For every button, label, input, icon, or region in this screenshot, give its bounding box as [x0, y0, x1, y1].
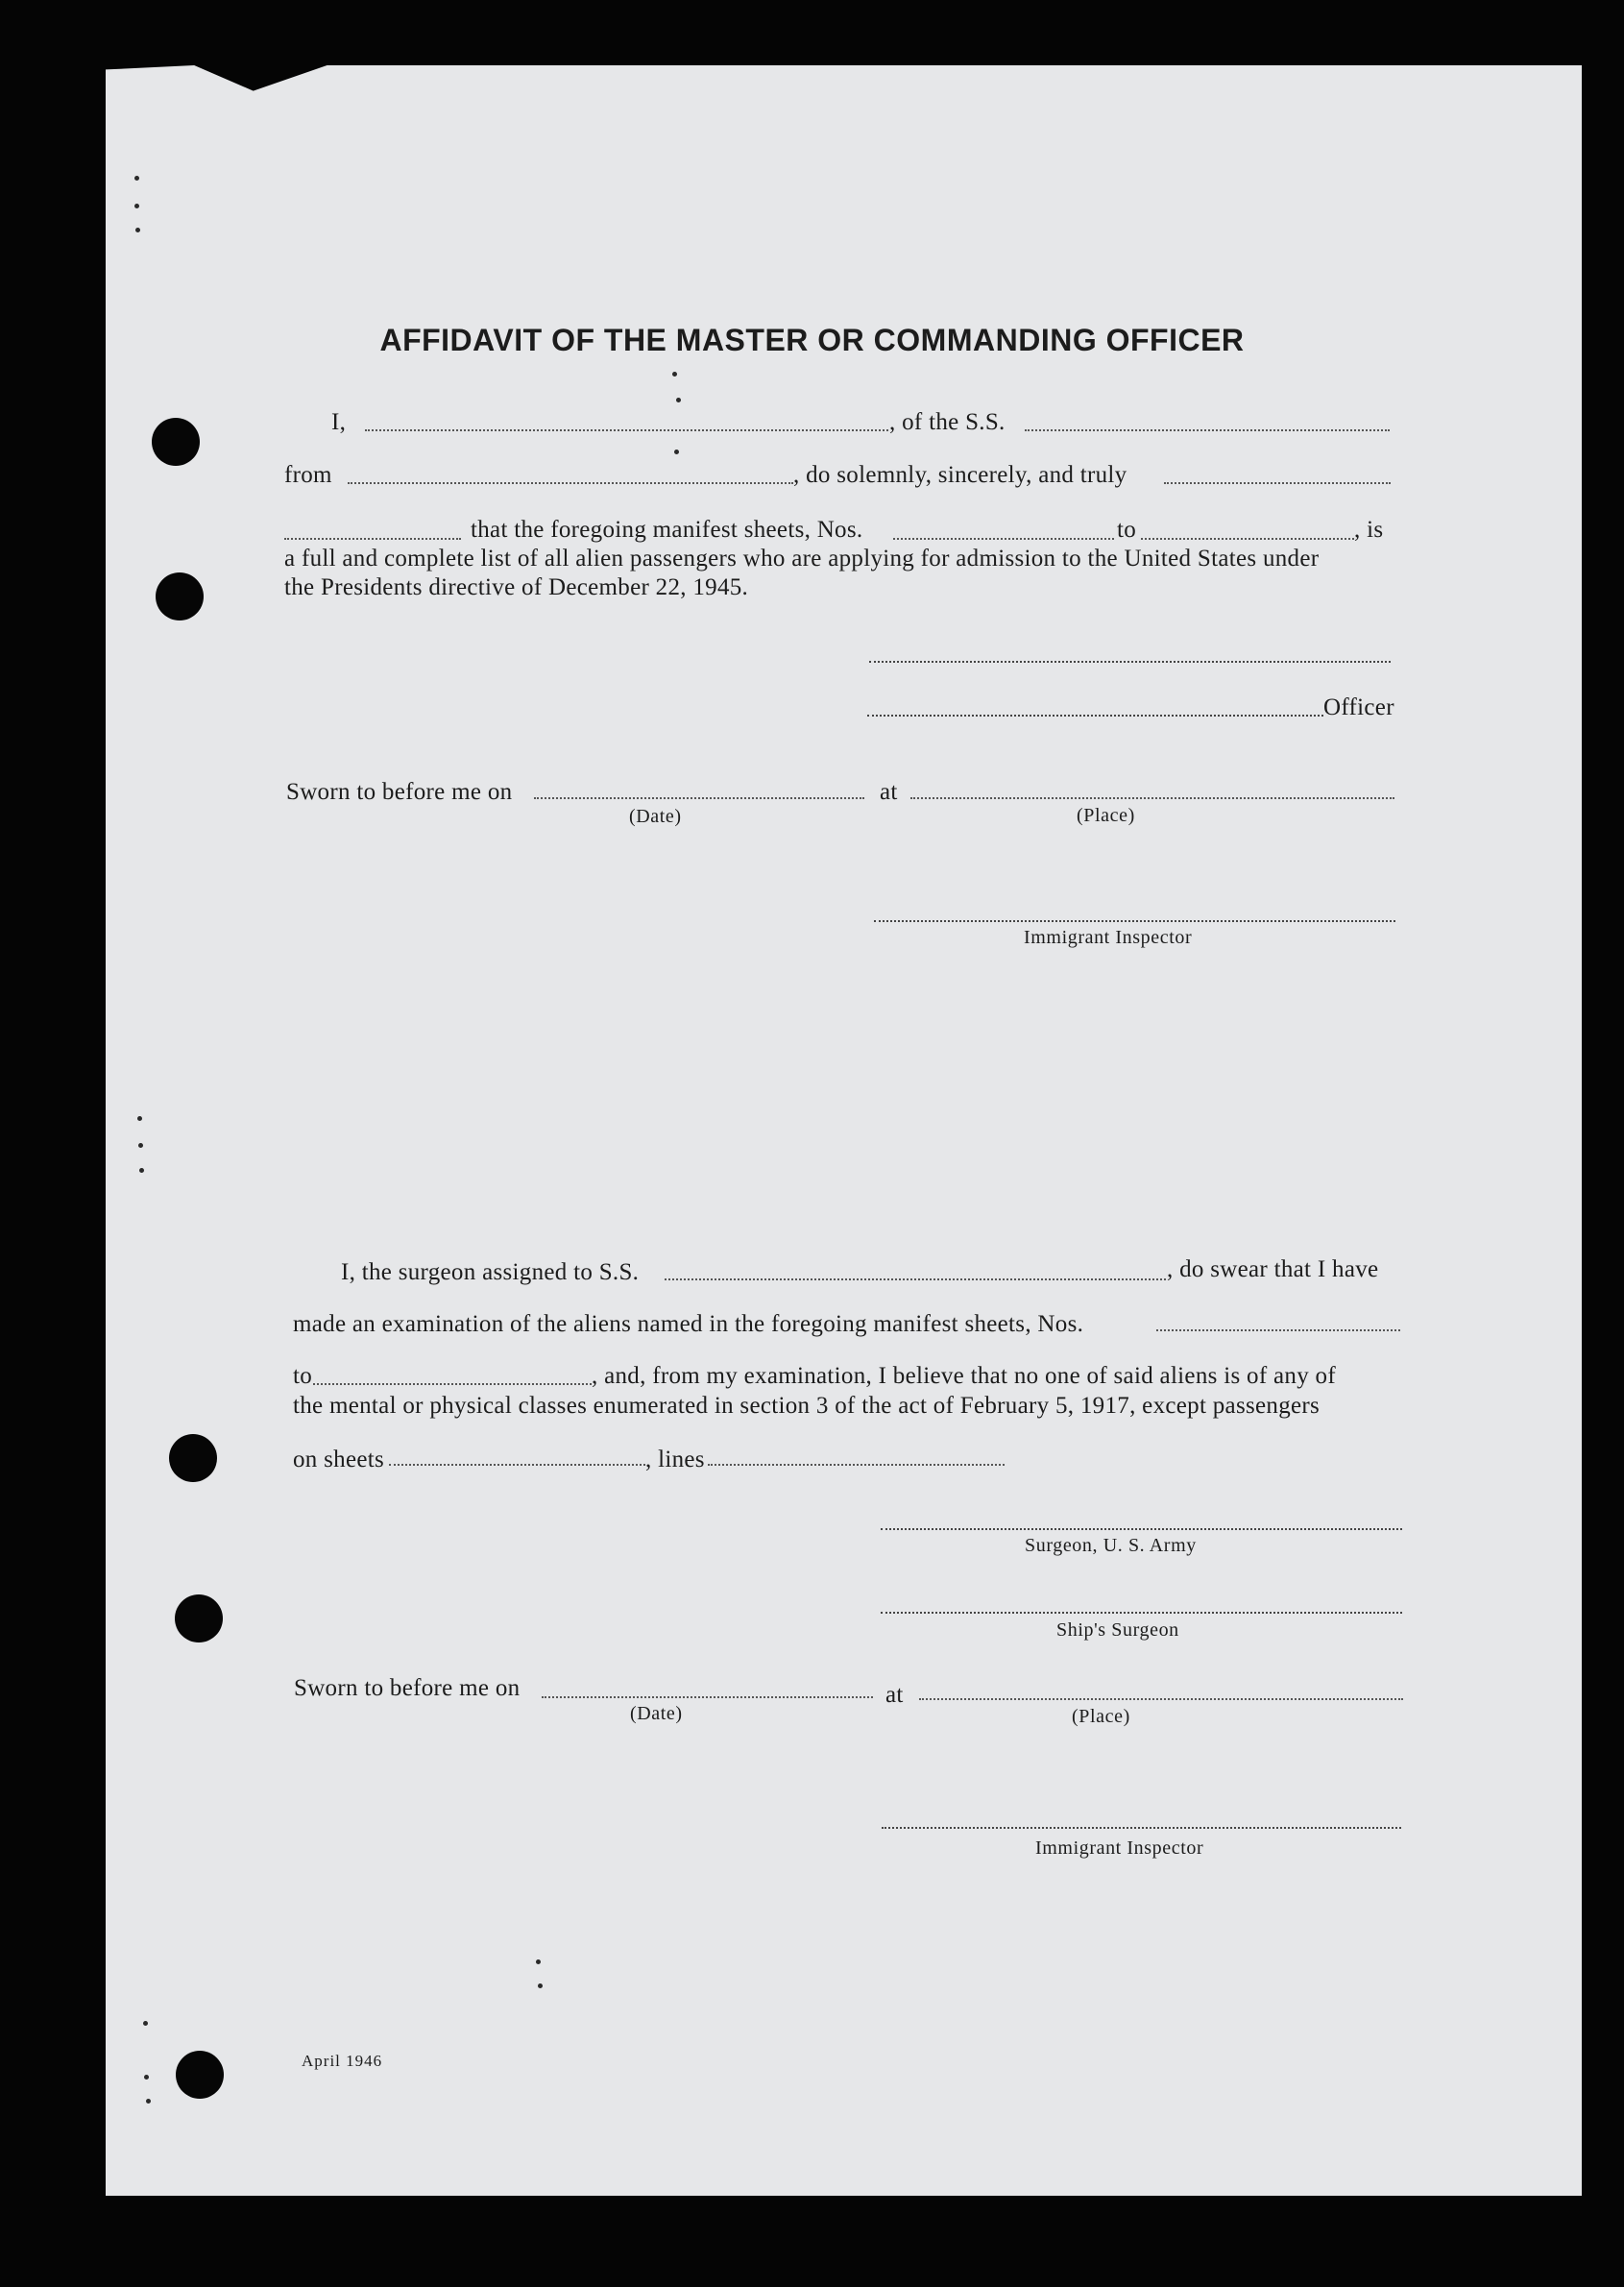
margin-mark — [146, 2099, 151, 2104]
inspector-caption: Immigrant Inspector — [1024, 927, 1193, 948]
oath-continuation-field[interactable] — [284, 538, 461, 540]
swear-text: , do swear that I have — [1167, 1256, 1379, 1282]
surgeon-date-caption: (Date) — [630, 1703, 683, 1724]
to-label: to — [1117, 517, 1137, 543]
full-list-text: a full and complete list of all alien passengers who are applying for admission to the United States under — [284, 546, 1320, 572]
margin-mark — [144, 2075, 149, 2080]
lines-label: , lines — [645, 1447, 705, 1472]
surgeon-ship-field[interactable] — [665, 1278, 1166, 1280]
directive-text: the Presidents directive of December 22, 1945. — [284, 574, 749, 600]
sworn-place-field[interactable] — [910, 797, 1394, 799]
pronoun-i: I, — [331, 409, 347, 435]
margin-mark — [134, 176, 139, 181]
form-title: AFFIDAVIT OF THE MASTER OR COMMANDING OFFICER — [379, 323, 1245, 357]
surgeon-sworn-label: Sworn to before me on — [294, 1675, 521, 1701]
surgeon-intro-text: I, the surgeon assigned to S.S. — [341, 1259, 640, 1285]
army-surgeon-caption: Surgeon, U. S. Army — [1025, 1535, 1197, 1556]
oath-field[interactable] — [1164, 482, 1391, 484]
at-label: at — [880, 779, 898, 805]
solemnly-text: , do solemnly, sincerely, and truly — [793, 462, 1127, 488]
is-label: , is — [1354, 517, 1384, 543]
surgeon-sheets-from-field[interactable] — [1156, 1329, 1400, 1331]
surgeon-place-caption: (Place) — [1072, 1706, 1130, 1727]
officer-name-field[interactable] — [365, 429, 888, 431]
surgeon-sworn-date-field[interactable] — [542, 1696, 873, 1698]
margin-mark — [676, 398, 681, 402]
excepted-sheets-field[interactable] — [389, 1464, 645, 1466]
form-date: April 1946 — [302, 2052, 383, 2070]
ships-surgeon-caption: Ship's Surgeon — [1056, 1619, 1179, 1641]
on-sheets-label: on sheets — [293, 1447, 385, 1472]
punch-hole — [152, 418, 200, 466]
surgeon-inspector-caption: Immigrant Inspector — [1035, 1837, 1204, 1859]
examination-text: made an examination of the aliens named in the foregoing manifest sheets, Nos. — [293, 1311, 1084, 1337]
margin-mark — [143, 2021, 148, 2026]
margin-mark — [135, 228, 140, 232]
sworn-label: Sworn to before me on — [286, 779, 513, 805]
place-caption: (Place) — [1077, 805, 1135, 826]
margin-mark — [134, 204, 139, 208]
inspector-signature-line[interactable] — [874, 920, 1395, 922]
sheets-to-field[interactable] — [1141, 538, 1354, 540]
surgeon-sheets-to-field[interactable] — [313, 1383, 592, 1385]
ships-surgeon-signature-line[interactable] — [881, 1612, 1402, 1614]
findings-text: , and, from my examination, I believe that no one of said aliens is of any of — [592, 1363, 1336, 1389]
sheets-from-field[interactable] — [893, 538, 1114, 540]
port-from-field[interactable] — [348, 482, 793, 484]
surgeon-inspector-signature-line[interactable] — [882, 1827, 1401, 1829]
margin-mark — [536, 1959, 541, 1964]
margin-mark — [139, 1168, 144, 1173]
foregoing-text: that the foregoing manifest sheets, Nos. — [471, 517, 863, 543]
excepted-lines-field[interactable] — [708, 1464, 1005, 1466]
date-caption: (Date) — [629, 806, 682, 827]
classes-text: the mental or physical classes enumerated in section 3 of the act of February 5, 1917, except passengers — [293, 1393, 1321, 1419]
officer-title-line[interactable] — [867, 715, 1323, 717]
of-ss-label: , of the S.S. — [889, 409, 1006, 435]
form-page — [106, 65, 1582, 2196]
officer-signature-line[interactable] — [869, 661, 1391, 663]
sworn-date-field[interactable] — [534, 797, 864, 799]
margin-mark — [138, 1143, 143, 1148]
from-label: from — [284, 462, 332, 488]
margin-mark — [137, 1116, 142, 1121]
surgeon-at-label: at — [885, 1682, 904, 1708]
punch-hole — [156, 572, 204, 620]
punch-hole — [176, 2051, 224, 2099]
punch-hole — [175, 1594, 223, 1642]
surgeon-sworn-place-field[interactable] — [919, 1698, 1403, 1700]
ship-name-field[interactable] — [1025, 429, 1390, 431]
punch-hole — [169, 1434, 217, 1482]
army-surgeon-signature-line[interactable] — [881, 1528, 1402, 1530]
surgeon-to-label: to — [293, 1363, 313, 1389]
margin-mark — [538, 1983, 543, 1988]
officer-label: Officer — [1323, 694, 1394, 720]
margin-mark — [674, 450, 679, 454]
margin-mark — [672, 372, 677, 377]
